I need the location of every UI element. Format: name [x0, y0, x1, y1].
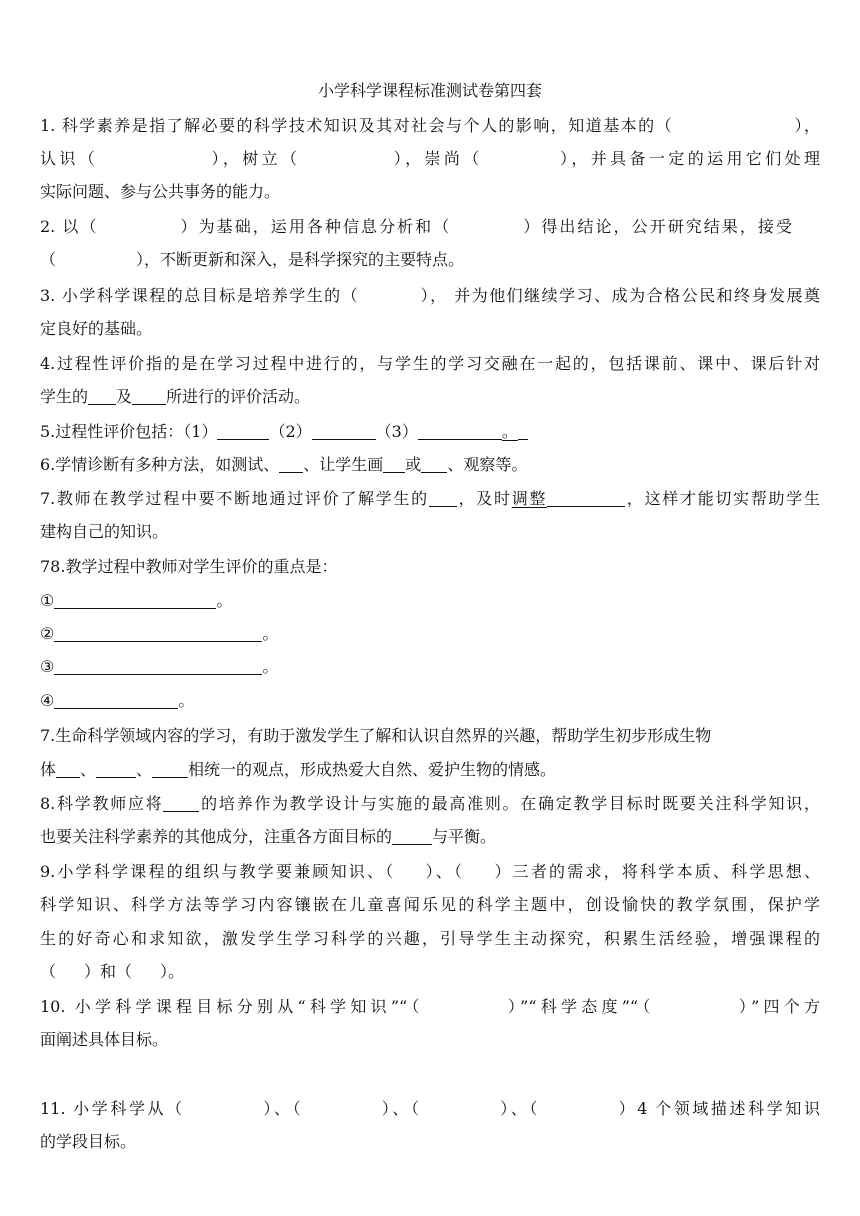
question-78-item-3 [40, 656, 820, 678]
question-10-line-1 [40, 996, 820, 1018]
answer-blank[interactable] [56, 760, 80, 778]
q9-text-c: ）三者的需求，将科学本质、科学思想、 [492, 862, 820, 881]
q9-text-f: （ [40, 962, 57, 981]
answer-blank[interactable] [418, 422, 502, 440]
answer-blank[interactable] [132, 387, 166, 405]
q10-text-c: ）”四个方 [734, 997, 820, 1016]
q4-text-d: 所进行的评价活动。 [166, 387, 311, 406]
q8-text-c: 也要关注科学素养的其他成分，注重各方面目标的 [40, 827, 393, 846]
question-3-line-2: 定良好的基础。 [40, 319, 153, 338]
answer-blank[interactable] [152, 760, 188, 778]
q11-text-b: ）、（ [260, 1099, 304, 1118]
q8-text-b: 的培养作为教学设计与实施的最高准则。在确定教学目标时既要关注科学知识， [199, 794, 820, 813]
q6-text-c: 或 [405, 455, 422, 474]
question-11-line-1 [40, 1098, 820, 1120]
q11-text-d: ）、（ [497, 1099, 541, 1118]
answer-blank[interactable] [54, 624, 262, 642]
q1-text-f: ），并具备一定的运用它们处理 [556, 149, 820, 168]
q10-text-a: 10. 小学科学课程目标分别从“科学知识”“（ [40, 997, 424, 1016]
q7b-text-c: 、 [80, 760, 97, 779]
q9-text-a: 9.小学科学课程的组织与教学要兼顾知识、（ [40, 862, 396, 881]
q7b-text-d: 、 [136, 760, 153, 779]
question-10-line-2: 面阐述具体目标。 [40, 1030, 169, 1049]
answer-blank[interactable] [88, 387, 116, 405]
question-78-item-4 [40, 690, 820, 712]
answer-blank[interactable] [96, 760, 136, 778]
question-7b-line-2 [40, 759, 820, 781]
answer-blank[interactable] [421, 455, 447, 473]
question-9-line-1 [40, 861, 820, 883]
question-7b-line-1: 7.生命科学领域内容的学习，有助于激发学生了解和认识自然界的兴趣，帮助学生初步形成生物 [40, 726, 712, 745]
answer-blank[interactable] [54, 691, 178, 709]
q7a-text-a: 7.教师在教学过程中要不断地通过评价了解学生的 [40, 489, 429, 508]
q2-text-b: ）为基础，运用各种信息分析和（ [178, 217, 452, 236]
item-end: 。 [216, 591, 233, 610]
q11-text-e: ）4 个领域描述科学知识 [616, 1099, 820, 1118]
q6-text-a: 6.学情诊断有多种方法，如测试、 [40, 455, 280, 474]
question-3-line-1 [40, 285, 820, 307]
q9-text-g: ）和（ [84, 962, 133, 981]
answer-blank[interactable] [383, 455, 405, 473]
q10-text-b: ）”“科学态度”“（ [503, 997, 655, 1016]
question-9-line-2: 科学知识、科学方法等学习内容镶嵌在儿童喜闻乐见的科学主题中，创设愉快的教学氛围，保护学 [40, 895, 820, 914]
q1-text-c: 认识（ [40, 149, 99, 168]
page-title: 小学科学课程标准测试卷第四套 [317, 81, 542, 100]
question-7a-line-1 [40, 488, 820, 510]
question-78: 78.教学过程中教师对学生评价的重点是： [40, 557, 338, 576]
answer-blank[interactable] [217, 422, 269, 440]
q4-text-c: 及 [116, 387, 133, 406]
item-marker: ③ [40, 657, 55, 676]
answer-blank-tail [518, 422, 528, 440]
q4-text-b: 学生的 [40, 387, 89, 406]
question-78-item-1 [40, 590, 820, 612]
question-78-item-2 [40, 623, 820, 645]
q7a-text-b: ，及时 [456, 489, 512, 508]
q1-text-d: ），树立（ [208, 149, 301, 168]
question-8-line-1 [40, 793, 820, 815]
answer-blank[interactable] [312, 422, 376, 440]
q3-text-a: 3. 小学科学课程的总目标是培养学生的（ [40, 286, 360, 305]
q2-text-d: （ [40, 250, 57, 269]
answer-blank[interactable] [429, 489, 457, 507]
question-7a-line-2: 建构自己的知识。 [40, 522, 169, 541]
q11-text-a: 11. 小学科学从（ [40, 1099, 185, 1118]
q2-text-a: 2. 以（ [40, 217, 99, 236]
item-marker: ① [40, 591, 55, 610]
q6-text-b: 、让学生画 [303, 455, 384, 474]
q8-text-a: 8.科学教师应将 [40, 794, 164, 813]
answer-blank[interactable] [54, 657, 262, 675]
question-9-line-3: 生的好奇心和求知欲，激发学生学习科学的兴趣，引导学生主动探究，积累生活经验，增强课程的 [40, 929, 820, 948]
item-marker: ④ [40, 691, 55, 710]
q5-text-a: 5.过程性评价包括：（1） [40, 422, 218, 441]
question-1-line-2 [40, 148, 820, 170]
question-1-line-3: 实际问题、参与公共事务的能力。 [40, 182, 281, 201]
answer-blank[interactable] [279, 455, 303, 473]
question-1-line-1 [40, 115, 820, 137]
question-5 [40, 421, 820, 443]
q5-text-d: 。 [501, 422, 518, 441]
question-4-line-2 [40, 386, 820, 408]
q6-text-d: 、观察等。 [447, 455, 528, 474]
q5-text-b: （2） [269, 422, 312, 441]
answer-blank[interactable] [54, 591, 216, 609]
answer-blank[interactable] [163, 794, 199, 812]
q1-text-e: ），崇尚（ [390, 149, 483, 168]
question-2-line-2 [40, 249, 820, 271]
q9-text-b: ）、（ [423, 862, 465, 881]
q1-text-a: 1. 科学素养是指了解必要的科学技术知识及其对社会与个人的影响，知道基本的（ [40, 116, 674, 135]
question-11-line-2: 的学段目标。 [40, 1132, 137, 1151]
q11-text-c: ）、（ [379, 1099, 422, 1118]
question-6 [40, 454, 820, 476]
q7a-text-d: ，这样才能切实帮助学生 [625, 489, 820, 508]
q8-text-d: 与平衡。 [432, 827, 497, 846]
q7a-text-c: 调整 [511, 489, 548, 508]
q9-text-h: ）。 [160, 962, 185, 981]
q2-text-c: ）得出结论，公开研究结果，接受 [521, 217, 792, 236]
answer-blank[interactable] [392, 827, 432, 845]
question-8-line-2 [40, 826, 820, 848]
item-end: 。 [262, 624, 279, 643]
question-9-line-4 [40, 961, 820, 983]
q5-text-c: （3） [375, 422, 418, 441]
item-marker: ② [40, 624, 55, 643]
q2-text-e: ），不断更新和深入，是科学探究的主要特点。 [136, 250, 465, 269]
q1-text-b: ）， [793, 116, 820, 135]
q7b-text-e: 相统一的观点，形成热爱大自然、爱护生物的情感。 [188, 760, 557, 779]
q3-text-b: ）， 并为他们继续学习、成为合格公民和终身发展奠 [419, 286, 820, 305]
question-2-line-1 [40, 216, 792, 238]
item-end: 。 [262, 657, 279, 676]
q7b-text-b: 体 [40, 760, 57, 779]
item-end: 。 [178, 691, 195, 710]
answer-blank[interactable] [547, 489, 625, 507]
question-4-line-1: 4.过程性评价指的是在学习过程中进行的，与学生的学习交融在一起的，包括课前、课中、课后针对 [40, 354, 820, 373]
